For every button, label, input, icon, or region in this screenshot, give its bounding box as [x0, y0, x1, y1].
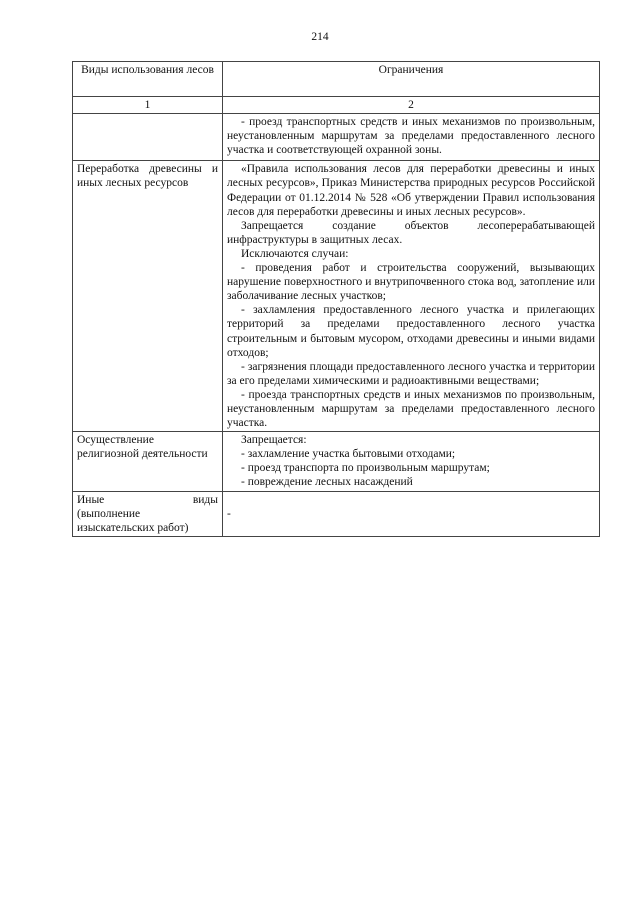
header-restrictions: Ограничения: [223, 62, 600, 97]
restriction-paragraph: - захламление участка бытовыми отходами;: [241, 448, 456, 461]
restriction-paragraph: - проезда транспортных средств и иных механизмов по произвольным, неустановленным маршрутам за пределами предоставленного лесного участка.: [227, 388, 595, 430]
row-type-rest: (выполнение изыскательских работ): [77, 507, 189, 534]
column-number-1: 1: [73, 97, 223, 114]
restriction-paragraph: Запрещается:: [241, 434, 307, 447]
row-restrictions-cell: [223, 432, 600, 491]
table-row: [73, 161, 600, 432]
column-number-2: 2: [223, 97, 600, 114]
table-row: [73, 114, 600, 161]
row-restrictions-cell: [223, 161, 600, 432]
restriction-paragraph: - захламления предоставленного лесного участка и прилегающих территорий за пределами предоставленного лесного участка строительным и бытовым мусором, отходами древесины и иными видами отходов;: [227, 304, 595, 359]
restriction-paragraph: -: [227, 507, 231, 520]
column-number-row: [73, 97, 600, 114]
row-type-cell: Осуществление религиозной деятельности: [73, 432, 223, 491]
restriction-paragraph: - повреждение лесных насаждений: [241, 476, 413, 489]
table-header-row: [73, 62, 600, 97]
row-type-cell: [73, 114, 223, 161]
restrictions-table: [72, 61, 600, 537]
row-type-word: Иные: [77, 493, 105, 506]
restriction-paragraph: «Правила использования лесов для переработки древесины и иных лесных ресурсов», Приказ Министерства природных ресурсов Российской Федерации от 01.12.2014 № 528 «Об утверждении Правил использования лесов для переработки древесины и иных лесных ресурсов».: [227, 163, 595, 218]
row-restrictions-cell: [223, 491, 600, 536]
restriction-paragraph: Запрещается создание объектов лесоперерабатывающей инфраструктуры в защитных лесах.: [227, 219, 595, 246]
restriction-paragraph: - загрязнения площади предоставленного лесного участка и территории за его пределами химическими и радиоактивными веществами;: [227, 360, 595, 387]
restriction-paragraph: - проезд транспорта по произвольным маршрутам;: [241, 462, 490, 475]
row-restrictions-cell: [223, 114, 600, 161]
restriction-paragraph: - проезд транспортных средств и иных механизмов по произвольным, неустановленным маршрутам за пределами предоставленного лесного участка и соответствующей охранной зоны.: [227, 116, 595, 157]
row-type-first-line: [77, 493, 218, 507]
row-type-word: виды: [192, 493, 218, 506]
table-row: [73, 491, 600, 536]
restriction-paragraph: Исключаются случаи:: [241, 247, 349, 260]
table-row: [73, 432, 600, 491]
row-type-cell: [73, 491, 223, 536]
row-type-cell: Переработка древесины и иных лесных ресурсов: [73, 161, 223, 432]
page-number: 214: [311, 31, 329, 43]
restriction-paragraph: - проведения работ и строительства сооружений, вызывающих нарушение поверхностного и внутрипочвенного стока вод, затопление или заболачивание лесных участков;: [227, 262, 595, 303]
header-forest-use-types: Виды использования лесов: [73, 62, 223, 97]
